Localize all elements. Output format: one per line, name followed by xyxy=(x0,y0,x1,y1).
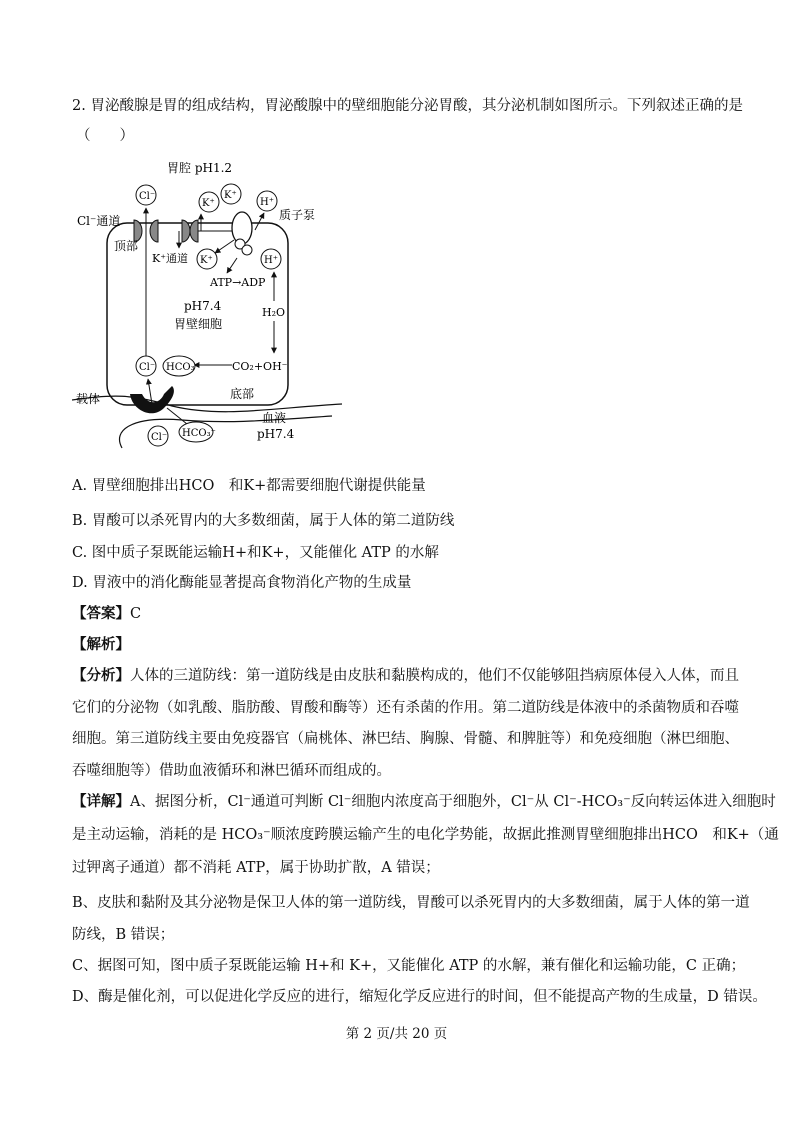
atp-arrow xyxy=(227,258,237,273)
answer-line xyxy=(72,604,141,624)
fenxi-line-2: 它们的分泌物（如乳酸、脂肪酸、胃酸和酶等）还有杀菌的作用。第二道防线是体液中的杀菌物质和吞噬 xyxy=(72,700,739,716)
question-stem xyxy=(72,96,743,116)
hco3-ion-in-label: HCO₃⁻ xyxy=(166,362,200,373)
cell-ph-label: pH7.4 xyxy=(184,299,222,313)
fenxi-line-1 xyxy=(72,666,739,686)
xiangjie-text-1: A、据图分析，Cl⁻通道可判断 Cl⁻细胞内浓度高于细胞外，Cl⁻从 Cl⁻-HCO₃⁻反向转运体进入细胞时 xyxy=(130,794,776,810)
carrier-protein xyxy=(130,386,174,413)
option-d-label: D. xyxy=(72,575,88,591)
fenxi-text-1: 人体的三道防线：第一道防线是由皮肤和黏膜构成的，他们不仅能够阻挡病原体侵入人体，而且 xyxy=(130,668,739,684)
k-ion-out-1-label: K⁺ xyxy=(202,198,215,209)
h-ion-out-label: H⁺ xyxy=(260,197,274,208)
co2-oh-label: CO₂+OH⁻ xyxy=(232,360,288,373)
blood-ph-label: pH7.4 xyxy=(257,427,295,441)
fenxi-tag: 【分析】 xyxy=(72,667,130,684)
h-out-arrow xyxy=(255,213,264,230)
answer-value: C xyxy=(130,606,142,622)
cell-name-label: 胃壁细胞 xyxy=(174,317,223,331)
option-c-text: 图中质子泵既能运输H+和K+，又能催化 ATP 的水解 xyxy=(91,545,439,561)
apical-label: 顶部 xyxy=(114,239,139,253)
fenxi-line-3: 细胞。第三道防线主要由免疫器官（扁桃体、淋巴结、胸腺、骨髓、和脾脏等）和免疫细胞（淋巴细胞、 xyxy=(72,731,739,747)
answer-parentheses: （ ） xyxy=(76,128,134,144)
option-c-label: C. xyxy=(72,545,88,561)
option-d xyxy=(72,573,411,593)
option-b-label: B. xyxy=(72,513,88,529)
xiangjie-line-3: 过钾离子通道）都不消耗 ATP，属于协助扩散，A 错误； xyxy=(72,860,440,876)
xiangjie-line-4: B、皮肤和黏附及其分泌物是保卫人体的第一道防线，胃酸可以杀死胃内的大多数细菌，属于人体的第一道 xyxy=(72,895,750,911)
xiangjie-tag: 【详解】 xyxy=(72,793,130,810)
option-b-text: 胃酸可以杀死胃内的大多数细菌，属于人体的第二道防线 xyxy=(91,513,455,529)
blood-label: 血液 xyxy=(262,411,287,425)
h-ion-in-label: H⁺ xyxy=(264,255,278,266)
question-number: 2. xyxy=(72,98,86,114)
k-ion-in-label: K⁺ xyxy=(200,255,213,266)
xiangjie-line-6: C、据图可知，图中质子泵既能运输 H+和 K+，又能催化 ATP 的水解，兼有催化和运输功能，C 正确； xyxy=(72,958,746,974)
option-a xyxy=(72,476,426,496)
cl-ion-top-label: Cl⁻ xyxy=(139,191,156,202)
page-footer: 第 2 页/共 20 页 xyxy=(345,1026,448,1042)
proton-pump-site-2 xyxy=(242,245,252,255)
xiangjie-line-7: D、酶是催化剂，可以促进化学反应的进行，缩短化学反应进行的时间，但不能提高产物的生成量，D 错误。 xyxy=(72,989,767,1005)
xiangjie-line-5: 防线，B 错误； xyxy=(72,927,175,943)
option-c xyxy=(72,543,439,563)
carrier-label: 载体 xyxy=(76,392,101,406)
k-channel-label: K⁺通道 xyxy=(152,252,189,265)
question-text: 胃泌酸腺是胃的组成结构，胃泌酸腺中的壁细胞能分泌胃酸，其分泌机制如图所示。下列叙述正确的是 xyxy=(90,98,743,114)
k-ion-out-2-label: K⁺ xyxy=(224,190,237,201)
hco3-ion-blood-label: HCO₃⁻ xyxy=(182,428,216,439)
option-b xyxy=(72,511,454,531)
k-pump-in-arrow xyxy=(215,240,234,253)
fenxi-line-4: 吞噬细胞等）借助血液循环和淋巴循环而组成的。 xyxy=(72,763,391,779)
option-a-text: 胃壁细胞排出HCO 和K+都需要细胞代谢提供能量 xyxy=(91,478,426,494)
parietal-cell-diagram xyxy=(72,158,342,458)
cl-channel-label: Cl⁻通道 xyxy=(77,214,121,228)
cl-ion-in-label: Cl⁻ xyxy=(139,362,156,373)
xiangjie-line-1 xyxy=(72,792,776,812)
basal-label: 底部 xyxy=(230,387,255,401)
water-label: H₂O xyxy=(262,306,286,319)
proton-pump-label: 质子泵 xyxy=(279,208,316,222)
option-a-label: A. xyxy=(72,478,88,494)
answer-tag: 【答案】 xyxy=(72,605,130,622)
atp-adp-label: ATP→ADP xyxy=(210,276,266,289)
cl-ion-blood-label: Cl⁻ xyxy=(151,432,168,443)
analysis-tag: 【解析】 xyxy=(72,636,130,653)
stomach-lumen-label: 胃腔 pH1.2 xyxy=(167,161,233,175)
option-d-text: 胃液中的消化酶能显著提高食物消化产物的生成量 xyxy=(92,575,412,591)
xiangjie-line-2: 是主动运输，消耗的是 HCO₃⁻顺浓度跨膜运输产生的电化学势能，故据此推测胃壁细胞排出HCO 和K+（通 xyxy=(72,827,779,843)
